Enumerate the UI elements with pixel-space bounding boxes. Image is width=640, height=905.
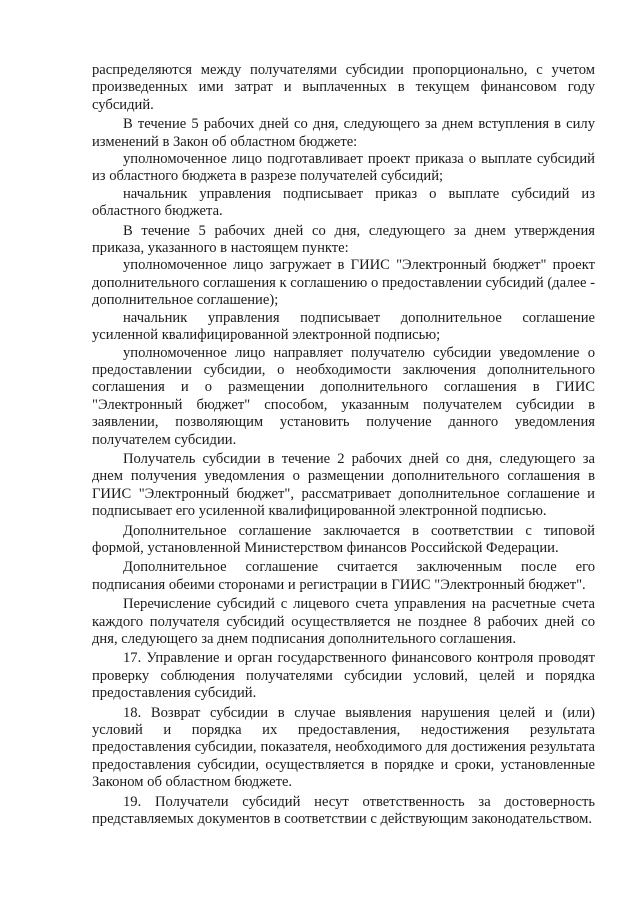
paragraph-continuation: распределяются между получателями субсидии пропорционально, с учетом произведенных ими затрат и выплаченных в текущем финансовом году субсидий.	[92, 62, 595, 113]
paragraph-17-inspection: 17. Управление и орган государственного финансового контроля проводят проверку соблюдения получателями субсидии условий, целей и порядка предоставления субсидий.	[92, 650, 595, 702]
paragraph-recipient-signs: Получатель субсидии в течение 2 рабочих дней со дня, следующего за днем получения уведомления о размещении дополнительного соглашения в ГИИС "Электронный бюджет", рассматривает дополнительное соглашение и подписывает его усиленной квалифицированной электронной подписью.	[92, 450, 595, 520]
paragraph-19-responsibility: 19. Получатели субсидий несут ответственность за достоверность представляемых документов в соответствии с действующим законодательством.	[92, 793, 595, 828]
document-page	[92, 62, 595, 828]
paragraph-agreement-concluded: Дополнительное соглашение считается заключенным после его подписания обеими сторонами и регистрации в ГИИС "Электронный бюджет".	[92, 559, 595, 593]
paragraph-5-days-after-order: В течение 5 рабочих дней со дня, следующего за днем утверждения приказа, указанного в настоящем пункте:	[92, 222, 595, 257]
paragraph-upload-draft-agreement: уполномоченное лицо загружает в ГИИС "Электронный бюджет" проект дополнительного соглашения к соглашению о предоставлении субсидий (далее - дополнительное соглашение);	[92, 257, 595, 309]
paragraph-sign-order: начальник управления подписывает приказ о выплате субсидий из областного бюджета.	[92, 185, 595, 220]
paragraph-send-notification: уполномоченное лицо направляет получателю субсидии уведомление о предоставлении субсидии, о необходимости заключения дополнительного соглашения и о размещении дополнительного соглашения в ГИИС "Электронный бюджет" способом, указанным получателем субсидии в заявлении, позволяющим установить получение данного уведомления получателем субсидии.	[92, 344, 595, 448]
paragraph-18-refund: 18. Возврат субсидии в случае выявления нарушения целей и (или) условий и порядка их предоставления, недостижения результата предоставления субсидии, показателя, необходимого для достижения результата предоставления субсидии, осуществляется в порядке и сроки, установленные Законом об областном бюджете.	[92, 704, 595, 791]
paragraph-5-days-after-law-changes: В течение 5 рабочих дней со дня, следующего за днем вступления в силу изменений в Закон об областном бюджете:	[92, 116, 595, 150]
paragraph-head-signs-agreement: начальник управления подписывает дополнительное соглашение усиленной квалифицированной электронной подписью;	[92, 309, 595, 344]
paragraph-standard-form: Дополнительное соглашение заключается в соответствии с типовой формой, установленной Министерством финансов Российской Федерации.	[92, 522, 595, 556]
paragraph-prepare-order: уполномоченное лицо подготавливает проект приказа о выплате субсидий из областного бюджета в разрезе получателей субсидий;	[92, 151, 595, 185]
paragraph-transfer-of-subsidies: Перечисление субсидий с лицевого счета управления на расчетные счета каждого получателя субсидий осуществляется не позднее 8 рабочих дней со дня, следующего за днем подписания дополнительного соглашения.	[92, 596, 595, 647]
